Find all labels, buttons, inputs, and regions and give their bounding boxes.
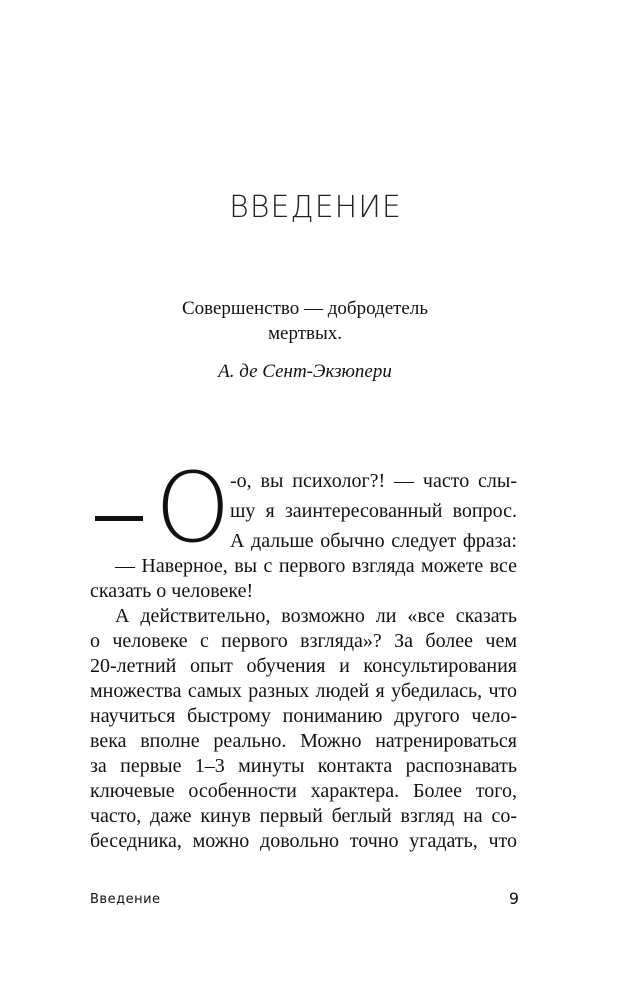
epigraph-author: А. де Сент-Экзюпери	[218, 361, 392, 382]
chapter-title: ВВЕДЕНИЕ	[229, 190, 402, 225]
body-line: за первые 1–3 минуты контакта распознавать	[90, 755, 517, 777]
epigraph-line-2: мертвых.	[268, 323, 342, 344]
body-line: часто, даже кинув первый беглый взгляд на со-	[90, 805, 517, 827]
page-number: 9	[508, 889, 519, 908]
body-line: А дальше обычно следует фраза:	[230, 530, 517, 552]
body-line: множества самых разных людей я убедилась, что	[90, 680, 517, 702]
body-line: — Наверное, вы с первого взгляда можете все	[115, 555, 517, 577]
body-line: ключевые особенности характера. Более того,	[90, 780, 517, 802]
body-line: 20-летний опыт обучения и консультирования	[90, 655, 517, 677]
epigraph	[160, 296, 450, 346]
body-line: беседника, можно довольно точно угадать, что	[90, 830, 517, 852]
body-line: века вполне реально. Можно натренироваться	[90, 730, 517, 752]
epigraph-line-1: Совершенство — добродетель	[181, 298, 429, 319]
body-line: шу я заинтересованный вопрос.	[230, 500, 517, 522]
body-line: -о, вы психолог?! — часто слы-	[230, 470, 517, 492]
footer-section-title: Введение	[90, 892, 161, 907]
body-line: о человеке с первого взгляда»? За более чем	[90, 630, 517, 652]
drop-cap-letter: О	[155, 452, 231, 564]
body-line: А действительно, возможно ли «все сказать	[115, 605, 517, 627]
drop-cap-dash	[95, 516, 143, 521]
body-line: сказать о человеке!	[90, 580, 254, 602]
body-line: научиться быстрому пониманию другого чело-	[90, 705, 517, 727]
